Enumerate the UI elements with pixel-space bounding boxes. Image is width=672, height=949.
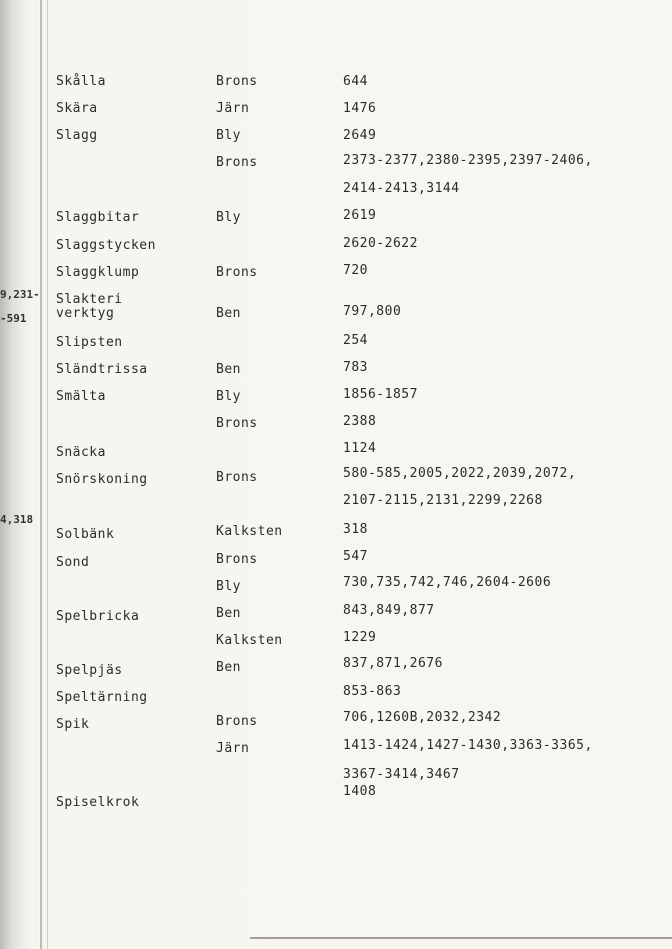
index-word: Snörskoning [56,472,148,487]
find-numbers: 2373-2377,2380-2395,2397-2406, [343,153,593,168]
index-word: Slaggklump [56,265,140,280]
find-numbers: 1229 [343,630,377,645]
material: Brons [216,416,258,431]
find-numbers: 644 [343,74,368,89]
page-edge-line [250,937,672,939]
index-word: Spik [56,717,90,732]
find-numbers: 2649 [343,128,377,143]
material: Brons [216,74,258,89]
find-numbers: 318 [343,522,368,537]
material: Brons [216,155,258,170]
find-numbers: 783 [343,360,368,375]
index-word: Slakteri [56,292,123,307]
margin-fragment: 4,318 [0,513,34,526]
material: Bly [216,128,241,143]
index-word: Slaggbitar [56,210,140,225]
find-numbers: 2620-2622 [343,236,418,251]
material: Kalksten [216,524,283,539]
binding-edge [40,0,42,949]
material: Ben [216,660,241,675]
index-word: Slagg [56,128,98,143]
index-word: Skålla [56,74,106,89]
find-numbers: 843,849,877 [343,603,435,618]
find-numbers: 2107-2115,2131,2299,2268 [343,493,543,508]
index-word: Slaggstycken [56,238,156,253]
find-numbers: 1124 [343,441,377,456]
index-word: Solbänk [56,527,115,542]
material: Järn [216,101,250,116]
material: Järn [216,741,250,756]
index-word: verktyg [56,306,115,321]
find-numbers: 1856-1857 [343,387,418,402]
binding-edge [47,0,48,949]
material: Brons [216,265,258,280]
find-numbers: 853-863 [343,684,402,699]
material: Kalksten [216,633,283,648]
index-word: Slipsten [56,335,123,350]
find-numbers: 1413-1424,1427-1430,3363-3365, [343,738,593,753]
material: Brons [216,470,258,485]
index-word: Sländtrissa [56,362,148,377]
find-numbers: 254 [343,333,368,348]
material: Brons [216,714,258,729]
find-numbers: 3367-3414,3467 [343,767,460,782]
index-word: Snäcka [56,445,106,460]
margin-fragment: -591 [0,312,27,325]
find-numbers: 797,800 [343,304,402,319]
index-word: Sond [56,555,90,570]
material: Ben [216,306,241,321]
find-numbers: 1408 [343,784,377,799]
index-word: Speltärning [56,690,148,705]
index-word: Spiselkrok [56,795,140,810]
find-numbers: 1476 [343,101,377,116]
material: Ben [216,606,241,621]
material: Brons [216,552,258,567]
material: Bly [216,210,241,225]
index-word: Skära [56,101,98,116]
find-numbers: 547 [343,549,368,564]
find-numbers: 837,871,2676 [343,656,443,671]
find-numbers: 2619 [343,208,377,223]
index-word: Smälta [56,389,106,404]
find-numbers: 580-585,2005,2022,2039,2072, [343,466,577,481]
find-numbers: 2388 [343,414,377,429]
material: Ben [216,362,241,377]
find-numbers: 2414-2413,3144 [343,181,460,196]
material: Bly [216,579,241,594]
find-numbers: 720 [343,263,368,278]
page-binding [0,0,34,949]
index-word: Spelbricka [56,609,140,624]
margin-fragment: 9,231- [0,288,40,301]
material: Bly [216,389,241,404]
find-numbers: 730,735,742,746,2604-2606 [343,575,552,590]
find-numbers: 706,1260B,2032,2342 [343,710,502,725]
index-word: Spelpjäs [56,663,123,678]
